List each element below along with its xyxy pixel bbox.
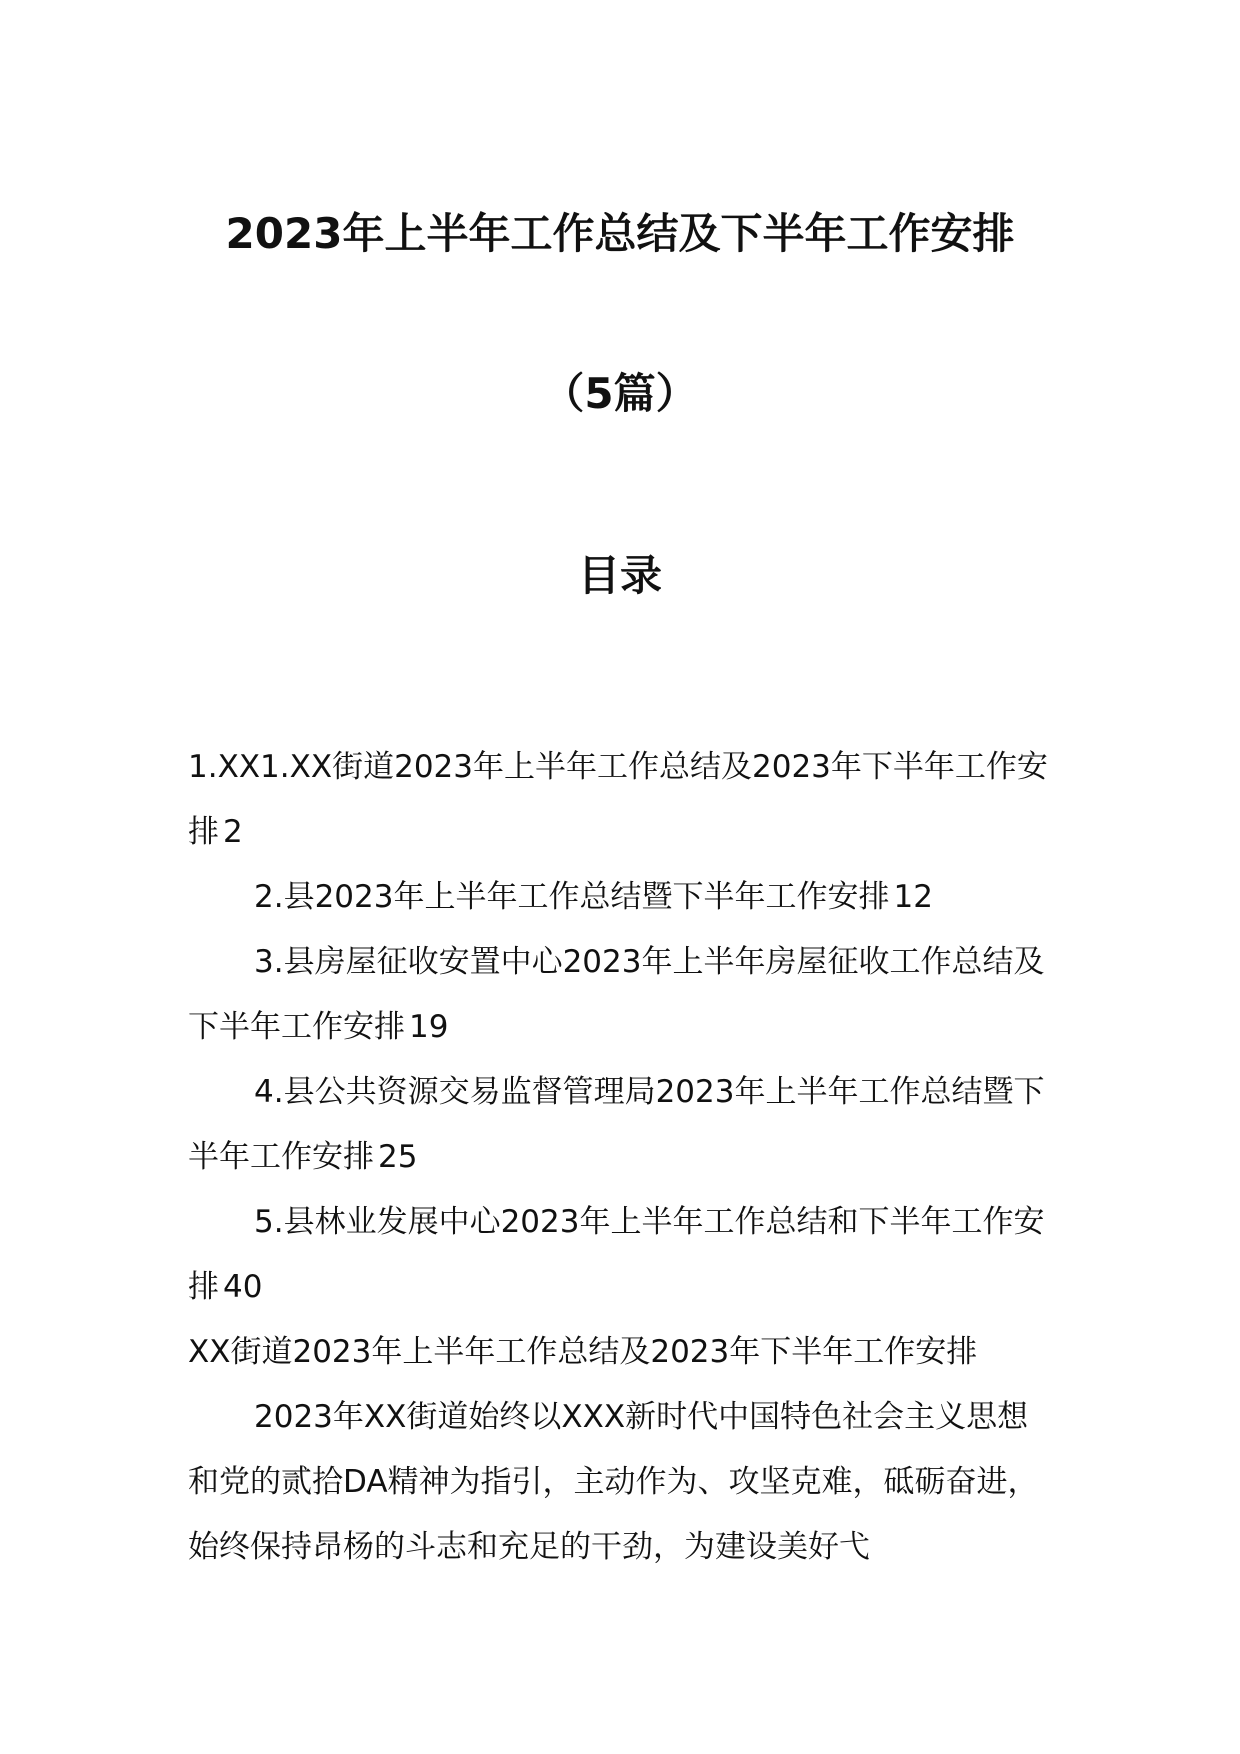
- toc-heading: 目录: [577, 551, 662, 600]
- toc-entry-page: 25: [378, 1139, 418, 1175]
- document-subtitle: （5篇）: [542, 369, 698, 418]
- toc-entry-text: 4.县公共资源交易监督管理局2023年上半年工作总结暨下半年工作安排: [188, 1074, 1045, 1175]
- toc-entry-page: 2: [223, 814, 243, 850]
- document-content: [188, 735, 1054, 1580]
- section-title: XX街道2023年上半年工作总结及2023年下半年工作安排: [188, 1334, 978, 1370]
- toc-entry-2[interactable]: [188, 865, 1054, 930]
- toc-entry-text: 2.县2023年上半年工作总结暨下半年工作安排: [254, 879, 890, 915]
- toc-entry-page: 19: [409, 1009, 449, 1045]
- toc-entry-1[interactable]: [188, 735, 1054, 865]
- document-title: 2023年上半年工作总结及下半年工作安排: [225, 209, 1015, 258]
- toc-entry-page: 40: [223, 1269, 263, 1305]
- toc-entry-4[interactable]: [188, 1060, 1054, 1190]
- toc-entry-text: 5.县林业发展中心2023年上半年工作总结和下半年工作安排: [188, 1204, 1045, 1305]
- body-paragraph: 2023年XX街道始终以XXX新时代中国特色社会主义思想和党的贰拾DA精神为指引，主动作为、攻坚克难，砥砺奋进，始终保持昂杨的斗志和充足的干劲，为建设美好弋: [188, 1399, 1039, 1565]
- toc-entry-text: 3.县房屋征收安置中心2023年上半年房屋征收工作总结及下半年工作安排: [188, 944, 1045, 1045]
- toc-entry-5[interactable]: [188, 1190, 1054, 1320]
- toc-entry-3[interactable]: [188, 930, 1054, 1060]
- toc-entry-text: 1.XX1.XX街道2023年上半年工作总结及2023年下半年工作安排: [188, 749, 1048, 850]
- toc-entry-page: 12: [893, 879, 933, 915]
